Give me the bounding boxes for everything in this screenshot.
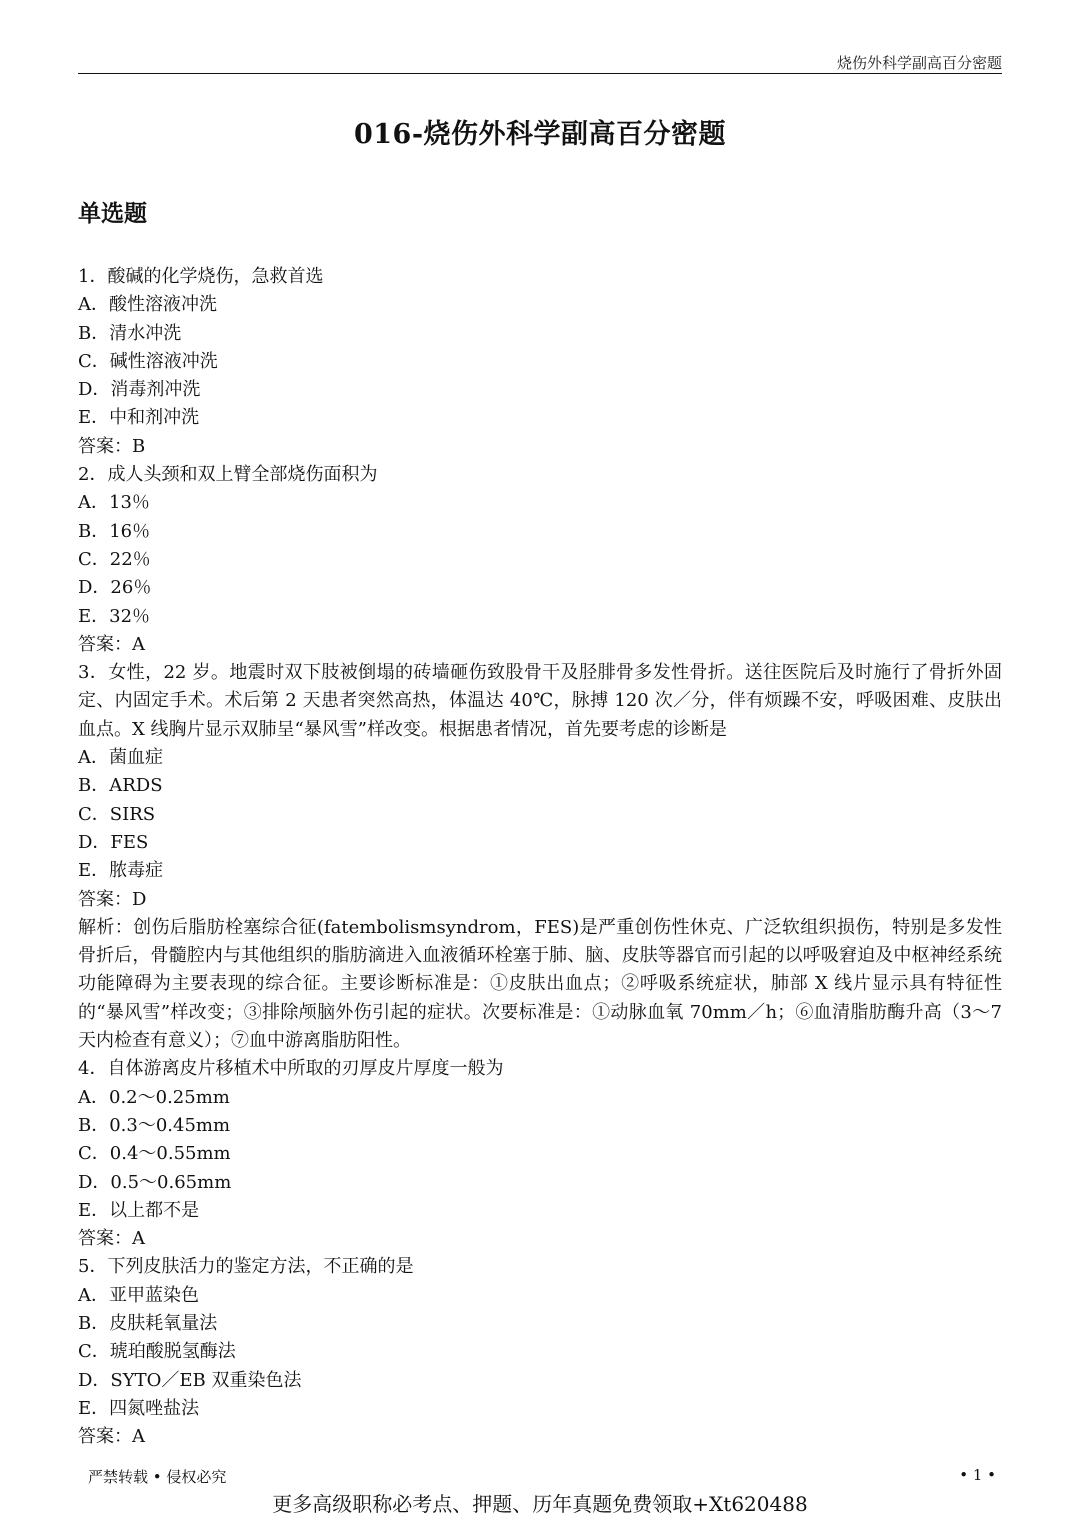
- option: A．0.2～0.25mm: [78, 1086, 230, 1108]
- answer: 答案：B: [78, 435, 146, 457]
- option: E．中和剂冲洗: [78, 407, 200, 429]
- answer: 答案：A: [78, 1426, 145, 1448]
- option: C．SIRS: [78, 803, 156, 825]
- option: B．ARDS: [78, 775, 163, 797]
- option: C．碱性溶液冲洗: [78, 350, 218, 372]
- option: E．脓毒症: [78, 860, 164, 882]
- question-stem: 3．女性，22 岁。地震时双下肢被倒塌的砖墙砸伤致股骨干及胫腓骨多发性骨折。送往医院后及时施行了骨折外固定、内固定手术。术后第 2 天患者突然高热，体温达 40℃，脉搏 120 次／分，伴有烦躁不安，呼吸困难、皮肤出血点。X 线胸片显示双肺呈“暴风雪”样改变。根据患者情况，首先要考虑的诊断是: [78, 662, 1002, 740]
- option: B．皮肤耗氧量法: [78, 1312, 218, 1334]
- option: D．FES: [78, 831, 149, 853]
- page-number: • 1 •: [959, 1466, 996, 1484]
- option: A．亚甲蓝染色: [78, 1284, 199, 1306]
- option: C．0.4～0.55mm: [78, 1143, 231, 1165]
- footer-copyright: 严禁转载 • 侵权必究: [88, 1468, 227, 1486]
- option: C．22％: [78, 548, 151, 570]
- option: D．SYTO／EB 双重染色法: [78, 1369, 302, 1391]
- option: B．0.3～0.45mm: [78, 1114, 231, 1136]
- option: E．以上都不是: [78, 1199, 200, 1221]
- option: A．13％: [78, 492, 150, 514]
- option: A．酸性溶液冲洗: [78, 294, 217, 316]
- question-stem: 5．下列皮肤活力的鉴定方法，不正确的是: [78, 1256, 414, 1278]
- option: E．四氮唑盐法: [78, 1397, 200, 1419]
- answer: 答案：D: [78, 888, 147, 910]
- page-title: 016-烧伤外科学副高百分密题: [353, 119, 727, 150]
- answer: 答案：A: [78, 1228, 145, 1250]
- option: A．菌血症: [78, 747, 163, 769]
- answer: 答案：A: [78, 633, 145, 655]
- option: D．26％: [78, 577, 152, 599]
- explanation: 解析：创伤后脂肪栓塞综合征(fatembolismsyndrom，FES)是严重创伤性休克、广泛软组织损伤，特别是多发性骨折后，骨髓腔内与其他组织的脂肪滴进入血液循环栓塞于肺、脑、皮肤等器官而引起的以呼吸窘迫及中枢神经系统功能障碍为主要表现的综合征。主要诊断标准是：①皮肤出血点；②呼吸系统症状，肺部 X 线片显示具有特征性的“暴风雪”样改变；③排除颅脑外伤引起的症状。次要标准是：①动脉血氧 70mm／h；⑥血清脂肪酶升高（3～7 天内检查有意义）；⑦血中游离脂肪阳性。: [78, 916, 1002, 1052]
- question-stem: 4．自体游离皮片移植术中所取的刃厚皮片厚度一般为: [78, 1058, 504, 1080]
- question-stem: 2．成人头颈和双上臂全部烧伤面积为: [78, 464, 378, 486]
- option: D．0.5～0.65mm: [78, 1171, 232, 1193]
- promo-banner: 更多高级职称必考点、押题、历年真题免费领取+Xt620488: [272, 1492, 808, 1516]
- option: B．清水冲洗: [78, 322, 182, 344]
- running-header: 烧伤外科学副高百分密题: [836, 54, 1002, 72]
- option: E．32％: [78, 605, 151, 627]
- question-list: [78, 263, 1002, 1451]
- option: D．消毒剂冲洗: [78, 379, 201, 401]
- header-divider: [78, 73, 1002, 74]
- question-stem: 1．酸碱的化学烧伤，急救首选: [78, 266, 324, 287]
- option: C．琥珀酸脱氢酶法: [78, 1341, 236, 1363]
- option: B．16％: [78, 520, 151, 542]
- section-title: 单选题: [78, 200, 147, 227]
